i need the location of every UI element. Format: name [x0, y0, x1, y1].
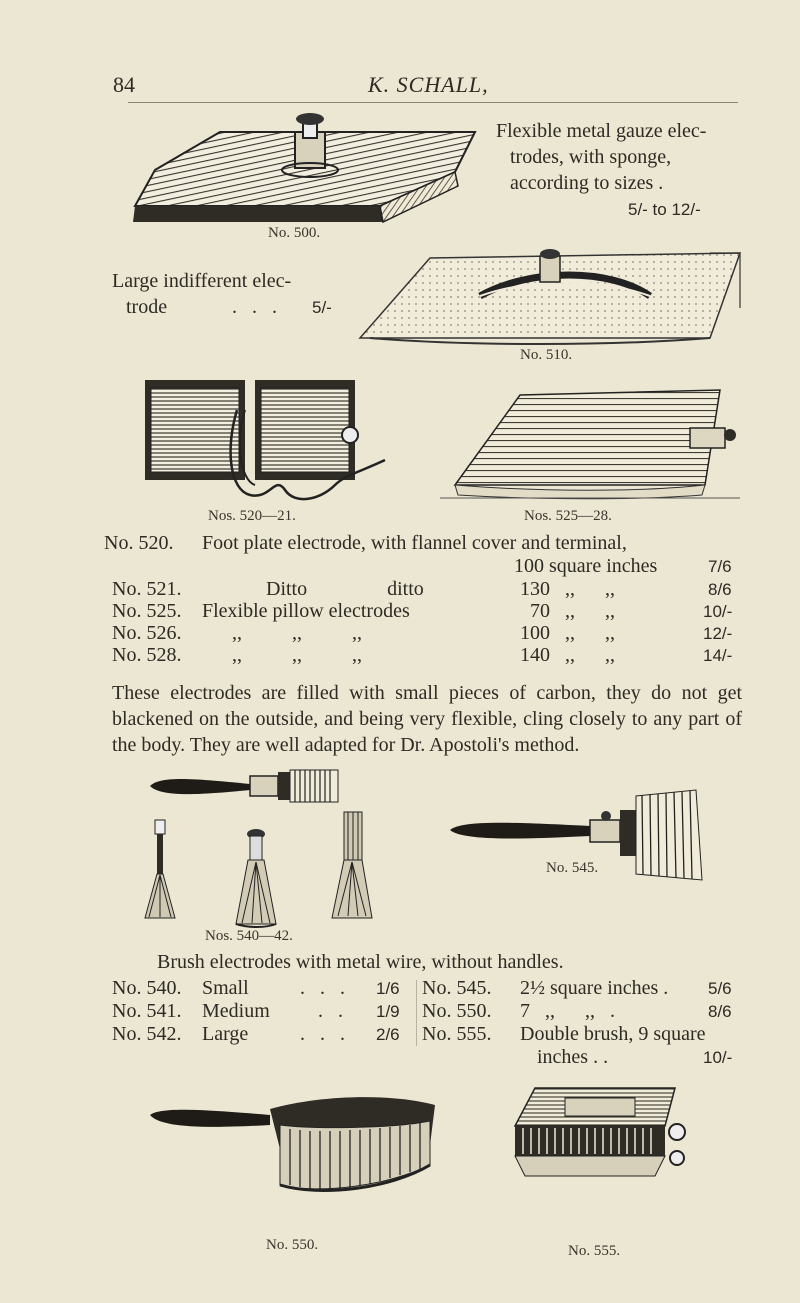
- foot-plate-electrode-illustration: [145, 380, 400, 505]
- t1-row6-size: [520, 642, 615, 669]
- caption-nos-520-21: Nos. 520—21.: [208, 508, 296, 524]
- brush-550-desc-text: 7 ,, ,, .: [520, 1000, 615, 1022]
- brush-540-price: 1/6: [376, 979, 400, 998]
- brush-542-desc: Large: [202, 1023, 249, 1045]
- item510-label: No. 510.: [520, 347, 573, 363]
- item510-dots: . . .: [232, 296, 277, 318]
- t1-row3-no: No. 521.: [112, 578, 182, 600]
- brush-540-desc: Small: [202, 977, 249, 999]
- caption-nos-525-28: Nos. 525—28.: [524, 508, 612, 524]
- column-divider: [416, 980, 417, 1046]
- brush-555-desc: Double brush, 9 square: [520, 1023, 706, 1045]
- description-paragraph: These electrodes are filled with small pieces of carbon, they do not get blackened on the outside, and being very flexible, cling closely to any part of the body. They are well adapted for Dr. Apostoli's method.: [112, 682, 742, 756]
- brush-540-no: No. 540.: [112, 977, 182, 999]
- item500-line3: according to sizes .: [510, 172, 664, 194]
- t1-row6-desc: [232, 642, 362, 669]
- t1-row5-price: 12/-: [703, 624, 733, 643]
- brushes-heading: Brush electrodes with metal wire, without handles.: [157, 951, 564, 973]
- t1-row4-desc: Flexible pillow electrodes: [202, 600, 410, 622]
- brush-555-no: No. 555.: [422, 1023, 492, 1045]
- t1-row4-price: 10/-: [703, 602, 733, 621]
- t1-row1-desc: Foot plate electrode, with flannel cover and terminal,: [202, 532, 627, 554]
- t1-row2-price: 7/6: [708, 557, 732, 576]
- brush-540-dots: . . .: [300, 977, 345, 999]
- t1-row6-no: No. 528.: [112, 644, 182, 666]
- t1-row6-desc-text: ,, ,, ,,: [232, 644, 362, 666]
- t1-row3-price: 8/6: [708, 580, 732, 599]
- item500-line2: trodes, with sponge,: [510, 146, 672, 168]
- t1-row6-price: 14/-: [703, 646, 733, 665]
- t1-row5-desc-text: ,, ,, ,,: [232, 622, 362, 644]
- brush-541-price: 1/9: [376, 1002, 400, 1021]
- item510-line2: trode: [126, 296, 168, 318]
- small-brush-illustration: [145, 820, 175, 920]
- caption-nos-540-42: Nos. 540—42.: [205, 928, 293, 944]
- item500-line1: Flexible metal gauze elec-: [496, 120, 707, 142]
- t1-row2-size: 100 square inches: [514, 555, 658, 577]
- caption-no-555: No. 555.: [568, 1243, 621, 1259]
- brush-550-no: No. 550.: [422, 1000, 492, 1022]
- page-number: 84: [113, 72, 135, 97]
- item510-price: 5/-: [312, 298, 332, 317]
- brush-555-illustration: [505, 1080, 695, 1195]
- brush-545-price: 5/6: [708, 979, 732, 998]
- brush-542-dots: . . .: [300, 1023, 345, 1045]
- page-title: K. SCHALL,: [368, 72, 489, 97]
- t1-row5-size-text: 100 ,, ,,: [520, 622, 615, 644]
- brush-handle-illustration: [150, 770, 340, 802]
- item500-price: 5/- to 12/-: [628, 200, 701, 219]
- t1-row4-size-text: 70 ,, ,,: [530, 600, 615, 622]
- brush-542-price: 2/6: [376, 1025, 400, 1044]
- pillow-electrode-illustration: [440, 380, 740, 505]
- brush-542-no: No. 542.: [112, 1023, 182, 1045]
- t1-row3-desc-text: Ditto ditto: [266, 578, 424, 600]
- brush-541-no: No. 541.: [112, 1000, 182, 1022]
- t1-row1-no: No. 520.: [104, 532, 174, 554]
- item510-line1: Large indifferent elec-: [112, 270, 292, 292]
- item500-label: No. 500.: [268, 225, 321, 241]
- large-brush-illustration: [330, 812, 375, 922]
- brush-541-desc: Medium: [202, 1000, 270, 1022]
- caption-no-545: No. 545.: [546, 860, 599, 876]
- medium-brush-illustration: [232, 828, 280, 928]
- t1-row5-no: No. 526.: [112, 622, 182, 644]
- brush-545-no: No. 545.: [422, 977, 492, 999]
- brush-545-desc: 2½ square inches .: [520, 977, 669, 999]
- header-rule: [128, 102, 738, 103]
- t1-row4-no: No. 525.: [112, 600, 182, 622]
- t1-row3-size-text: 130 ,, ,,: [520, 578, 615, 600]
- brush-555-desc2: inches . .: [537, 1046, 609, 1068]
- caption-no-550: No. 550.: [266, 1237, 319, 1253]
- brush-550-illustration: [150, 1085, 435, 1210]
- brush-541-dots: . .: [318, 1000, 343, 1022]
- brush-550-price: 8/6: [708, 1002, 732, 1021]
- t1-row6-size-text: 140 ,, ,,: [520, 644, 615, 666]
- indifferent-electrode-illustration: [350, 238, 740, 348]
- brush-555-price: 10/-: [703, 1048, 733, 1067]
